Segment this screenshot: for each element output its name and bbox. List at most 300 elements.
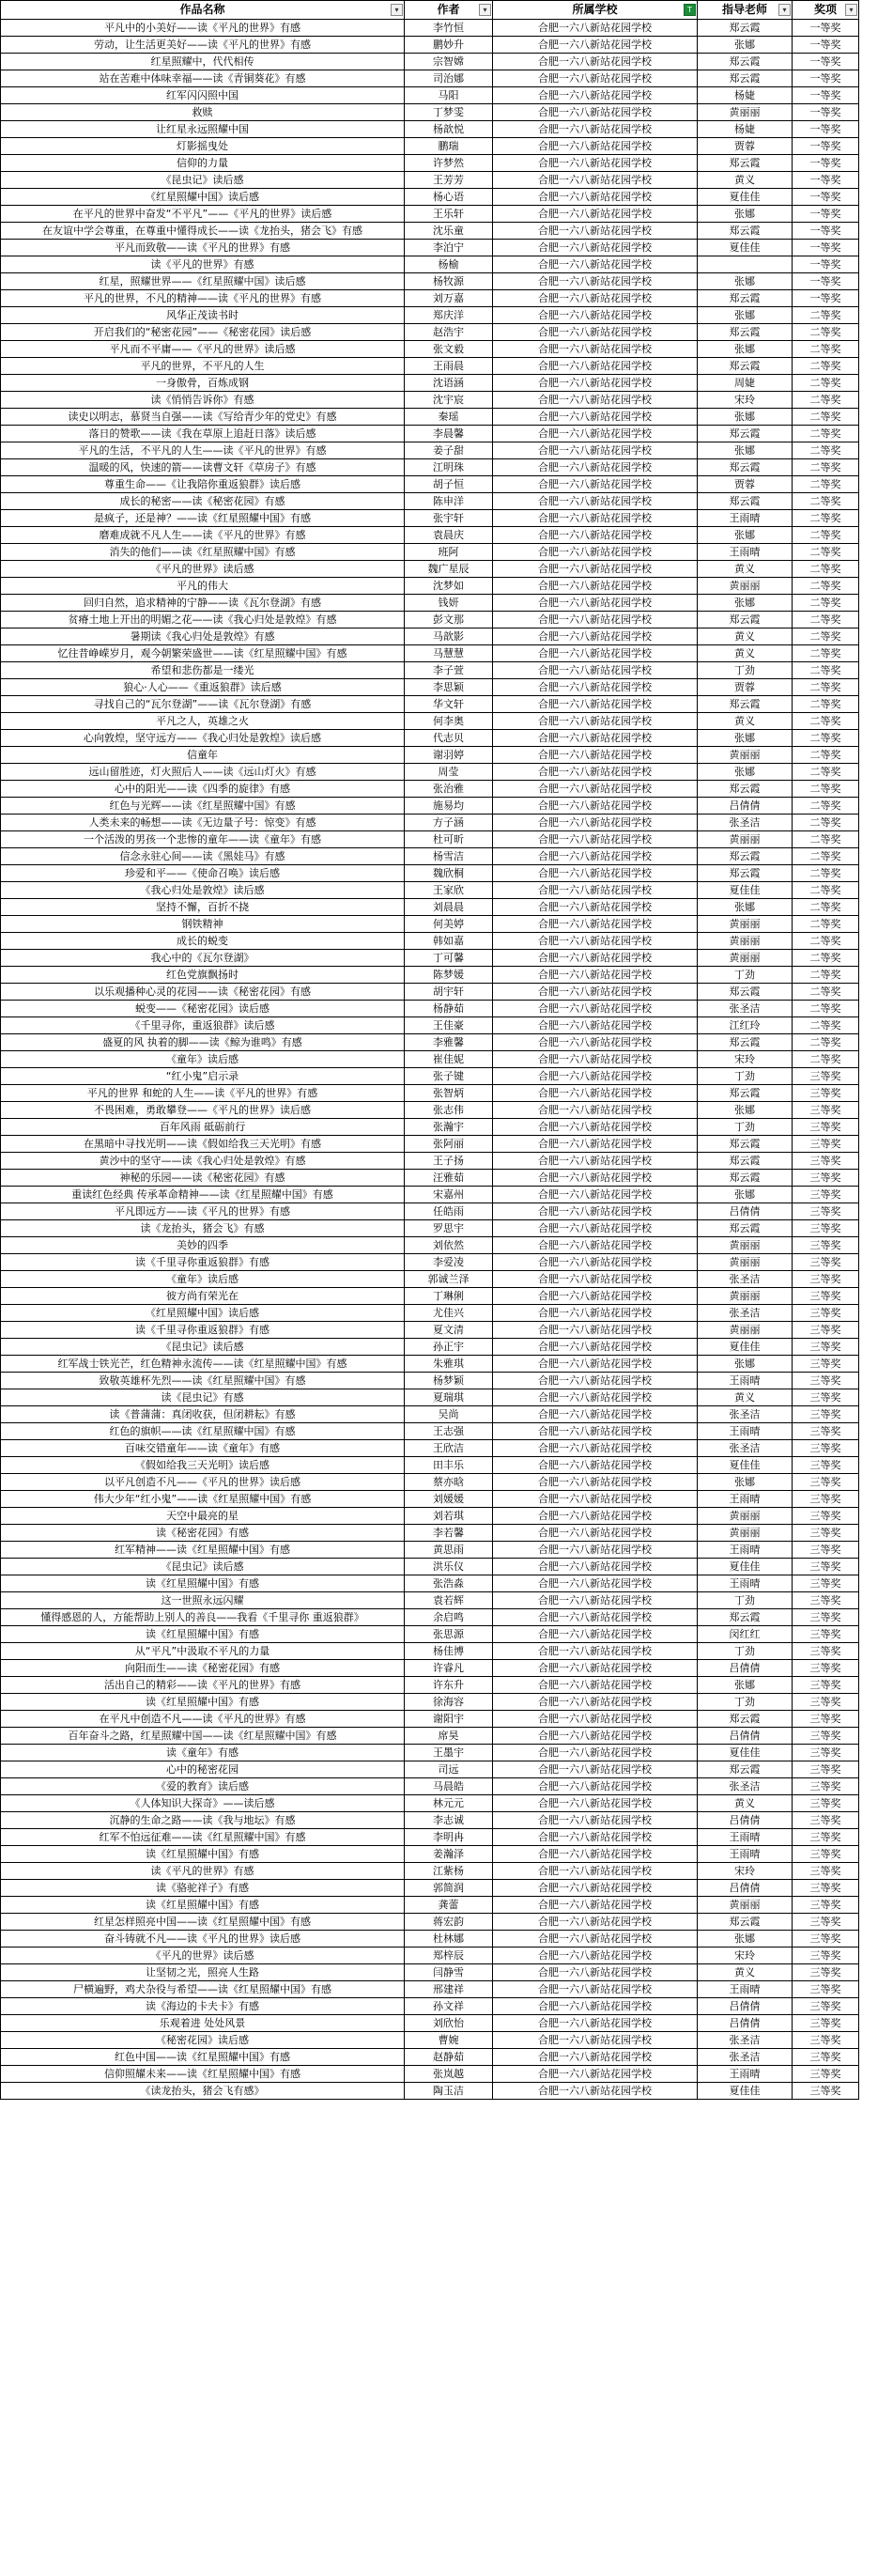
- table-row[interactable]: [1, 1305, 893, 1322]
- table-row[interactable]: [1, 1829, 893, 1846]
- cell-title[interactable]: 平凡的世界，不凡的精神——读《平凡的世界》有感: [1, 290, 405, 307]
- table-row[interactable]: [1, 138, 893, 155]
- cell-title[interactable]: 天空中最亮的星: [1, 1508, 405, 1525]
- cell-teacher[interactable]: 黄义: [698, 713, 793, 730]
- cell-school[interactable]: 合肥一六八新站花园学校: [493, 933, 698, 950]
- cell-title[interactable]: 《童年》读后感: [1, 1271, 405, 1288]
- cell-school[interactable]: 合肥一六八新站花园学校: [493, 358, 698, 375]
- cell-title[interactable]: 《人体知识大探奇》——读后感: [1, 1795, 405, 1812]
- table-row[interactable]: [1, 1119, 893, 1136]
- cell-teacher[interactable]: 张娜: [698, 442, 793, 459]
- cell-school[interactable]: 合肥一六八新站花园学校: [493, 1981, 698, 1998]
- cell-title[interactable]: 《红星照耀中国》读后感: [1, 189, 405, 206]
- cell-author[interactable]: 赵浩宇: [405, 324, 493, 341]
- cell-title[interactable]: 《读龙抬头，猪会飞有感》: [1, 2083, 405, 2100]
- cell-author[interactable]: 崔佳妮: [405, 1051, 493, 1068]
- cell-title[interactable]: 读《平凡的世界》有感: [1, 1863, 405, 1880]
- cell-author[interactable]: 马歆影: [405, 628, 493, 645]
- cell-award[interactable]: 二等奖: [793, 578, 859, 595]
- cell-author[interactable]: 许梦然: [405, 155, 493, 172]
- cell-title[interactable]: 寻找自己的“瓦尔登湖”——读《瓦尔登湖》有感: [1, 696, 405, 713]
- cell-award[interactable]: 三等奖: [793, 1406, 859, 1423]
- cell-award[interactable]: 二等奖: [793, 815, 859, 831]
- cell-author[interactable]: 秦瑶: [405, 409, 493, 426]
- table-row[interactable]: [1, 20, 893, 37]
- cell-school[interactable]: 合肥一六八新站花园学校: [493, 1592, 698, 1609]
- cell-teacher[interactable]: 郑云霞: [698, 20, 793, 37]
- cell-award[interactable]: 三等奖: [793, 1305, 859, 1322]
- cell-teacher[interactable]: 黄义: [698, 1389, 793, 1406]
- cell-award[interactable]: 一等奖: [793, 256, 859, 273]
- table-row[interactable]: [1, 290, 893, 307]
- cell-award[interactable]: 一等奖: [793, 172, 859, 189]
- cell-school[interactable]: 合肥一六八新站花园学校: [493, 341, 698, 358]
- cell-school[interactable]: 合肥一六八新站花园学校: [493, 1187, 698, 1203]
- table-row[interactable]: [1, 628, 893, 645]
- cell-award[interactable]: 二等奖: [793, 341, 859, 358]
- cell-school[interactable]: 合肥一六八新站花园学校: [493, 1271, 698, 1288]
- cell-author[interactable]: 王家欣: [405, 882, 493, 899]
- table-row[interactable]: [1, 713, 893, 730]
- cell-author[interactable]: 张子键: [405, 1068, 493, 1085]
- table-row[interactable]: [1, 1660, 893, 1677]
- table-row[interactable]: [1, 87, 893, 104]
- filter-dropdown-icon[interactable]: ▾: [778, 4, 791, 16]
- cell-title[interactable]: 心中的秘密花园: [1, 1761, 405, 1778]
- cell-award[interactable]: 三等奖: [793, 1559, 859, 1575]
- cell-title[interactable]: 尊重生命——《让我陪你重返狼群》读后感: [1, 476, 405, 493]
- cell-title[interactable]: 乐观着进 处处风景: [1, 2015, 405, 2032]
- cell-school[interactable]: 合肥一六八新站花园学校: [493, 256, 698, 273]
- cell-title[interactable]: 一身傲骨，百炼成钢: [1, 375, 405, 392]
- cell-teacher[interactable]: 郑云霞: [698, 1170, 793, 1187]
- cell-author[interactable]: 蒋宏韵: [405, 1914, 493, 1931]
- cell-school[interactable]: 合肥一六八新站花园学校: [493, 2032, 698, 2049]
- table-row[interactable]: [1, 831, 893, 848]
- table-row[interactable]: [1, 1237, 893, 1254]
- cell-school[interactable]: 合肥一六八新站花园学校: [493, 189, 698, 206]
- cell-author[interactable]: 姜瀚泽: [405, 1846, 493, 1863]
- cell-author[interactable]: 杨静茹: [405, 1001, 493, 1017]
- cell-award[interactable]: 二等奖: [793, 1034, 859, 1051]
- cell-title[interactable]: 信念永驻心间——读《黑娃马》有感: [1, 848, 405, 865]
- cell-title[interactable]: 信仰照耀未来——读《红星照耀中国》有感: [1, 2066, 405, 2083]
- table-row[interactable]: [1, 341, 893, 358]
- cell-school[interactable]: 合肥一六八新站花园学校: [493, 1119, 698, 1136]
- cell-award[interactable]: 三等奖: [793, 1829, 859, 1846]
- cell-teacher[interactable]: 夏佳佳: [698, 1559, 793, 1575]
- cell-author[interactable]: 王欣洁: [405, 1440, 493, 1457]
- cell-teacher[interactable]: 王雨晴: [698, 1542, 793, 1559]
- cell-teacher[interactable]: 王雨晴: [698, 510, 793, 527]
- cell-school[interactable]: 合肥一六八新站花园学校: [493, 1153, 698, 1170]
- cell-school[interactable]: 合肥一六八新站花园学校: [493, 595, 698, 612]
- cell-title[interactable]: 红星怎样照亮中国——读《红星照耀中国》有感: [1, 1914, 405, 1931]
- cell-title[interactable]: 救赎: [1, 104, 405, 121]
- cell-school[interactable]: 合肥一六八新站花园学校: [493, 121, 698, 138]
- cell-award[interactable]: 二等奖: [793, 426, 859, 442]
- table-row[interactable]: [1, 1964, 893, 1981]
- cell-author[interactable]: 吴尚: [405, 1406, 493, 1423]
- cell-school[interactable]: 合肥一六八新站花园学校: [493, 1305, 698, 1322]
- cell-school[interactable]: 合肥一六八新站花园学校: [493, 696, 698, 713]
- table-row[interactable]: [1, 1575, 893, 1592]
- cell-title[interactable]: 百年奋斗之路，红星照耀中国——读《红星照耀中国》有感: [1, 1728, 405, 1745]
- cell-author[interactable]: 司远: [405, 1761, 493, 1778]
- cell-school[interactable]: 合肥一六八新站花园学校: [493, 1931, 698, 1948]
- table-row[interactable]: [1, 1001, 893, 1017]
- cell-teacher[interactable]: 黄丽丽: [698, 950, 793, 967]
- cell-school[interactable]: 合肥一六八新站花园学校: [493, 1897, 698, 1914]
- cell-title[interactable]: 远山留胜迹，灯火照后人——读《远山灯火》有感: [1, 764, 405, 781]
- cell-teacher[interactable]: 郑云霞: [698, 54, 793, 70]
- cell-school[interactable]: 合肥一六八新站花园学校: [493, 1643, 698, 1660]
- cell-teacher[interactable]: 张娜: [698, 595, 793, 612]
- table-row[interactable]: [1, 815, 893, 831]
- table-row[interactable]: [1, 1254, 893, 1271]
- cell-school[interactable]: 合肥一六八新站花园学校: [493, 1220, 698, 1237]
- cell-school[interactable]: 合肥一六八新站花园学校: [493, 476, 698, 493]
- cell-school[interactable]: 合肥一六八新站花园学校: [493, 138, 698, 155]
- cell-school[interactable]: 合肥一六八新站花园学校: [493, 1322, 698, 1339]
- cell-award[interactable]: 三等奖: [793, 1525, 859, 1542]
- cell-author[interactable]: 杨雪洁: [405, 848, 493, 865]
- cell-title[interactable]: 坚持不懈，百折不挠: [1, 899, 405, 916]
- cell-author[interactable]: 施易均: [405, 798, 493, 815]
- cell-author[interactable]: 田丰乐: [405, 1457, 493, 1474]
- cell-title[interactable]: 心中的阳光——读《四季的旋律》有感: [1, 781, 405, 798]
- cell-teacher[interactable]: 夏佳佳: [698, 240, 793, 256]
- cell-teacher[interactable]: 黄义: [698, 645, 793, 662]
- cell-title[interactable]: 红色的旗帜——读《红星照耀中国》有感: [1, 1423, 405, 1440]
- cell-teacher[interactable]: 黄义: [698, 1964, 793, 1981]
- cell-teacher[interactable]: 王雨晴: [698, 1423, 793, 1440]
- cell-title[interactable]: 重读红色经典 传承革命精神——读《红星照耀中国》有感: [1, 1187, 405, 1203]
- cell-teacher[interactable]: 黄丽丽: [698, 1288, 793, 1305]
- cell-title[interactable]: 灯影摇曳处: [1, 138, 405, 155]
- cell-author[interactable]: 何李奥: [405, 713, 493, 730]
- cell-school[interactable]: 合肥一六八新站花园学校: [493, 798, 698, 815]
- cell-award[interactable]: 三等奖: [793, 1711, 859, 1728]
- table-row[interactable]: [1, 1508, 893, 1525]
- table-row[interactable]: [1, 1187, 893, 1203]
- cell-award[interactable]: 二等奖: [793, 781, 859, 798]
- cell-author[interactable]: 丁可馨: [405, 950, 493, 967]
- cell-title[interactable]: 平凡的世界，不平凡的人生: [1, 358, 405, 375]
- table-row[interactable]: [1, 1931, 893, 1948]
- cell-author[interactable]: 杜林娜: [405, 1931, 493, 1948]
- cell-author[interactable]: 王子扬: [405, 1153, 493, 1170]
- cell-award[interactable]: 二等奖: [793, 561, 859, 578]
- cell-teacher[interactable]: 杨婕: [698, 121, 793, 138]
- cell-school[interactable]: 合肥一六八新站花园学校: [493, 544, 698, 561]
- cell-author[interactable]: 张浩淼: [405, 1575, 493, 1592]
- table-row[interactable]: [1, 442, 893, 459]
- cell-author[interactable]: 杨牧源: [405, 273, 493, 290]
- cell-teacher[interactable]: 夏佳佳: [698, 882, 793, 899]
- cell-title[interactable]: 平凡的伟大: [1, 578, 405, 595]
- cell-teacher[interactable]: 贾蓉: [698, 138, 793, 155]
- cell-school[interactable]: 合肥一六八新站花园学校: [493, 612, 698, 628]
- cell-teacher[interactable]: 黄丽丽: [698, 831, 793, 848]
- cell-school[interactable]: 合肥一六八新站花园学校: [493, 1034, 698, 1051]
- cell-title[interactable]: 站在苦难中体味幸福——读《青铜葵花》有感: [1, 70, 405, 87]
- cell-school[interactable]: 合肥一六八新站花园学校: [493, 764, 698, 781]
- cell-teacher[interactable]: 王雨晴: [698, 2066, 793, 2083]
- cell-award[interactable]: 三等奖: [793, 1288, 859, 1305]
- cell-award[interactable]: 三等奖: [793, 1237, 859, 1254]
- table-row[interactable]: [1, 679, 893, 696]
- cell-author[interactable]: 杨心语: [405, 189, 493, 206]
- table-row[interactable]: [1, 595, 893, 612]
- cell-author[interactable]: 刘万嘉: [405, 290, 493, 307]
- cell-author[interactable]: 闫静雪: [405, 1964, 493, 1981]
- cell-title[interactable]: 黄沙中的坚守——读《我心归处是敦煌》有感: [1, 1153, 405, 1170]
- table-row[interactable]: [1, 645, 893, 662]
- table-row[interactable]: [1, 121, 893, 138]
- cell-author[interactable]: 江明珠: [405, 459, 493, 476]
- table-row[interactable]: [1, 1694, 893, 1711]
- cell-title[interactable]: 读《千里寻你重返狼群》有感: [1, 1322, 405, 1339]
- cell-teacher[interactable]: 贾蓉: [698, 476, 793, 493]
- cell-award[interactable]: 三等奖: [793, 2083, 859, 2100]
- cell-teacher[interactable]: 夏佳佳: [698, 2083, 793, 2100]
- cell-title[interactable]: 活出自己的精彩——读《平凡的世界》有感: [1, 1677, 405, 1694]
- cell-title[interactable]: 平凡的世界 和蛇的人生——读《平凡的世界》有感: [1, 1085, 405, 1102]
- table-row[interactable]: [1, 189, 893, 206]
- table-row[interactable]: [1, 1440, 893, 1457]
- cell-title[interactable]: 暑期读《我心归处是敦煌》有感: [1, 628, 405, 645]
- cell-teacher[interactable]: 郑云霞: [698, 1914, 793, 1931]
- table-row[interactable]: [1, 1559, 893, 1575]
- cell-author[interactable]: 李竹恒: [405, 20, 493, 37]
- cell-award[interactable]: 二等奖: [793, 645, 859, 662]
- cell-author[interactable]: 江紫杨: [405, 1863, 493, 1880]
- cell-award[interactable]: 三等奖: [793, 1643, 859, 1660]
- cell-teacher[interactable]: 张圣洁: [698, 2032, 793, 2049]
- table-row[interactable]: [1, 54, 893, 70]
- cell-school[interactable]: 合肥一六八新站花园学校: [493, 781, 698, 798]
- table-row[interactable]: [1, 662, 893, 679]
- cell-title[interactable]: 在黑暗中寻找光明——读《假如给我三天光明》有感: [1, 1136, 405, 1153]
- cell-school[interactable]: 合肥一六八新站花园学校: [493, 1745, 698, 1761]
- cell-author[interactable]: 李若馨: [405, 1525, 493, 1542]
- table-row[interactable]: [1, 273, 893, 290]
- cell-author[interactable]: 王佳豪: [405, 1017, 493, 1034]
- table-row[interactable]: [1, 426, 893, 442]
- table-row[interactable]: [1, 1998, 893, 2015]
- cell-award[interactable]: 三等奖: [793, 1626, 859, 1643]
- cell-school[interactable]: 合肥一六八新站花园学校: [493, 493, 698, 510]
- cell-teacher[interactable]: 王雨晴: [698, 1846, 793, 1863]
- cell-author[interactable]: 谢羽婷: [405, 747, 493, 764]
- table-row[interactable]: [1, 561, 893, 578]
- cell-author[interactable]: 李爱凌: [405, 1254, 493, 1271]
- cell-author[interactable]: 王乐轩: [405, 206, 493, 223]
- cell-author[interactable]: 陶玉洁: [405, 2083, 493, 2100]
- table-row[interactable]: [1, 1846, 893, 1863]
- cell-award[interactable]: 二等奖: [793, 409, 859, 426]
- filter-dropdown-icon[interactable]: ▾: [845, 4, 857, 16]
- cell-author[interactable]: 代志贝: [405, 730, 493, 747]
- cell-award[interactable]: 三等奖: [793, 1880, 859, 1897]
- cell-school[interactable]: 合肥一六八新站花园学校: [493, 510, 698, 527]
- cell-award[interactable]: 三等奖: [793, 1119, 859, 1136]
- cell-school[interactable]: 合肥一六八新站花园学校: [493, 1660, 698, 1677]
- cell-school[interactable]: 合肥一六八新站花园学校: [493, 679, 698, 696]
- cell-title[interactable]: 红色党旗飘扬时: [1, 967, 405, 984]
- cell-author[interactable]: 王志强: [405, 1423, 493, 1440]
- cell-school[interactable]: 合肥一六八新站花园学校: [493, 2015, 698, 2032]
- cell-title[interactable]: 读《红星照耀中国》有感: [1, 1626, 405, 1643]
- cell-award[interactable]: 三等奖: [793, 1964, 859, 1981]
- cell-title[interactable]: 《爱的教育》读后感: [1, 1778, 405, 1795]
- cell-teacher[interactable]: 张圣洁: [698, 815, 793, 831]
- cell-author[interactable]: 余启鸣: [405, 1609, 493, 1626]
- cell-title[interactable]: 向阳而生——读《秘密花园》有感: [1, 1660, 405, 1677]
- cell-school[interactable]: 合肥一六八新站花园学校: [493, 1406, 698, 1423]
- cell-teacher[interactable]: 张娜: [698, 341, 793, 358]
- cell-author[interactable]: 马慧慧: [405, 645, 493, 662]
- cell-teacher[interactable]: 杨婕: [698, 87, 793, 104]
- table-row[interactable]: [1, 882, 893, 899]
- cell-author[interactable]: 张瀚宇: [405, 1119, 493, 1136]
- cell-teacher[interactable]: 黄丽丽: [698, 1322, 793, 1339]
- cell-title[interactable]: 读《骆驼祥子》有感: [1, 1880, 405, 1897]
- cell-title[interactable]: 百年风雨 砥砺前行: [1, 1119, 405, 1136]
- cell-teacher[interactable]: 张娜: [698, 1931, 793, 1948]
- cell-teacher[interactable]: 王雨晴: [698, 1373, 793, 1389]
- cell-teacher[interactable]: 郑云霞: [698, 1034, 793, 1051]
- cell-teacher[interactable]: 郑云霞: [698, 1085, 793, 1102]
- table-row[interactable]: [1, 747, 893, 764]
- cell-author[interactable]: 王墨宇: [405, 1745, 493, 1761]
- cell-teacher[interactable]: 郑云霞: [698, 1153, 793, 1170]
- table-row[interactable]: [1, 1271, 893, 1288]
- table-row[interactable]: [1, 612, 893, 628]
- cell-teacher[interactable]: 贾蓉: [698, 679, 793, 696]
- cell-teacher[interactable]: 丁劲: [698, 1592, 793, 1609]
- cell-author[interactable]: 孙正宇: [405, 1339, 493, 1356]
- cell-teacher[interactable]: 丁劲: [698, 1119, 793, 1136]
- cell-award[interactable]: 三等奖: [793, 1136, 859, 1153]
- cell-award[interactable]: 二等奖: [793, 764, 859, 781]
- cell-title[interactable]: 致敬英雄杯先烈——读《红星照耀中国》有感: [1, 1373, 405, 1389]
- cell-teacher[interactable]: 郑云霞: [698, 848, 793, 865]
- cell-title[interactable]: 磨难成就不凡人生——读《平凡的世界》有感: [1, 527, 405, 544]
- table-row[interactable]: [1, 206, 893, 223]
- cell-award[interactable]: 三等奖: [793, 1389, 859, 1406]
- table-row[interactable]: [1, 1017, 893, 1034]
- cell-award[interactable]: 三等奖: [793, 1778, 859, 1795]
- cell-school[interactable]: 合肥一六八新站花园学校: [493, 1237, 698, 1254]
- cell-school[interactable]: 合肥一六八新站花园学校: [493, 1728, 698, 1745]
- cell-school[interactable]: 合肥一六八新站花园学校: [493, 392, 698, 409]
- cell-author[interactable]: 鹏瑞: [405, 138, 493, 155]
- cell-title[interactable]: 人类未来的畅想——读《无边量子号：惊变》有感: [1, 815, 405, 831]
- cell-author[interactable]: 张思源: [405, 1626, 493, 1643]
- cell-title[interactable]: 这一世照永远闪耀: [1, 1592, 405, 1609]
- cell-award[interactable]: 二等奖: [793, 510, 859, 527]
- cell-teacher[interactable]: 黄丽丽: [698, 578, 793, 595]
- cell-award[interactable]: 三等奖: [793, 1203, 859, 1220]
- cell-award[interactable]: 三等奖: [793, 1457, 859, 1474]
- cell-award[interactable]: 一等奖: [793, 273, 859, 290]
- cell-school[interactable]: 合肥一六八新站花园学校: [493, 628, 698, 645]
- cell-title[interactable]: 《昆虫记》读后感: [1, 1339, 405, 1356]
- cell-school[interactable]: 合肥一六八新站花园学校: [493, 950, 698, 967]
- cell-teacher[interactable]: 张圣洁: [698, 1271, 793, 1288]
- cell-author[interactable]: 郑庆洋: [405, 307, 493, 324]
- cell-teacher[interactable]: 郑云霞: [698, 865, 793, 882]
- cell-award[interactable]: 一等奖: [793, 206, 859, 223]
- cell-author[interactable]: 陈申洋: [405, 493, 493, 510]
- cell-author[interactable]: 孙文祥: [405, 1998, 493, 2015]
- cell-author[interactable]: 马阳: [405, 87, 493, 104]
- cell-award[interactable]: 二等奖: [793, 713, 859, 730]
- table-row[interactable]: [1, 375, 893, 392]
- cell-school[interactable]: 合肥一六八新站花园学校: [493, 1508, 698, 1525]
- cell-award[interactable]: 三等奖: [793, 1373, 859, 1389]
- cell-teacher[interactable]: 张娜: [698, 206, 793, 223]
- cell-teacher[interactable]: 张娜: [698, 1102, 793, 1119]
- cell-title[interactable]: 《平凡的世界》读后感: [1, 561, 405, 578]
- cell-award[interactable]: 三等奖: [793, 1491, 859, 1508]
- cell-school[interactable]: 合肥一六八新站花园学校: [493, 831, 698, 848]
- table-row[interactable]: [1, 324, 893, 341]
- cell-teacher[interactable]: 王雨晴: [698, 1981, 793, 1998]
- cell-title[interactable]: “红小鬼”启示录: [1, 1068, 405, 1085]
- table-row[interactable]: [1, 1491, 893, 1508]
- cell-teacher[interactable]: 黄丽丽: [698, 933, 793, 950]
- cell-title[interactable]: 红军精神——读《红星照耀中国》有感: [1, 1542, 405, 1559]
- cell-teacher[interactable]: 夏佳佳: [698, 1457, 793, 1474]
- table-row[interactable]: [1, 1761, 893, 1778]
- cell-award[interactable]: 三等奖: [793, 1575, 859, 1592]
- cell-school[interactable]: 合肥一六八新站花园学校: [493, 1846, 698, 1863]
- cell-teacher[interactable]: 王雨晴: [698, 1829, 793, 1846]
- cell-teacher[interactable]: 郑云霞: [698, 493, 793, 510]
- cell-title[interactable]: 信仰的力量: [1, 155, 405, 172]
- cell-teacher[interactable]: 张娜: [698, 764, 793, 781]
- cell-award[interactable]: 二等奖: [793, 831, 859, 848]
- cell-school[interactable]: 合肥一六八新站花园学校: [493, 1085, 698, 1102]
- cell-award[interactable]: 一等奖: [793, 54, 859, 70]
- table-row[interactable]: [1, 1102, 893, 1119]
- cell-author[interactable]: 罗思宇: [405, 1220, 493, 1237]
- table-row[interactable]: [1, 544, 893, 561]
- cell-award[interactable]: 二等奖: [793, 392, 859, 409]
- cell-author[interactable]: 彭文那: [405, 612, 493, 628]
- cell-author[interactable]: 韩如嘉: [405, 933, 493, 950]
- cell-teacher[interactable]: 江红玲: [698, 1017, 793, 1034]
- cell-award[interactable]: 一等奖: [793, 290, 859, 307]
- cell-teacher[interactable]: 宋玲: [698, 1051, 793, 1068]
- cell-title[interactable]: 劳动，让生活更美好——读《平凡的世界》有感: [1, 37, 405, 54]
- cell-title[interactable]: 《我心归处是敦煌》读后感: [1, 882, 405, 899]
- cell-author[interactable]: 张治雅: [405, 781, 493, 798]
- cell-author[interactable]: 张岚越: [405, 2066, 493, 2083]
- cell-title[interactable]: 读史以明志，慕贤当自强——读《写给青少年的党史》有感: [1, 409, 405, 426]
- cell-award[interactable]: 三等奖: [793, 1592, 859, 1609]
- filter-dropdown-icon[interactable]: ▾: [479, 4, 491, 16]
- cell-teacher[interactable]: 周婕: [698, 375, 793, 392]
- cell-school[interactable]: 合肥一六八新站花园学校: [493, 1068, 698, 1085]
- cell-school[interactable]: 合肥一六八新站花园学校: [493, 409, 698, 426]
- cell-title[interactable]: 奋斗铸就不凡——读《平凡的世界》读后感: [1, 1931, 405, 1948]
- cell-award[interactable]: 一等奖: [793, 121, 859, 138]
- cell-school[interactable]: 合肥一六八新站花园学校: [493, 324, 698, 341]
